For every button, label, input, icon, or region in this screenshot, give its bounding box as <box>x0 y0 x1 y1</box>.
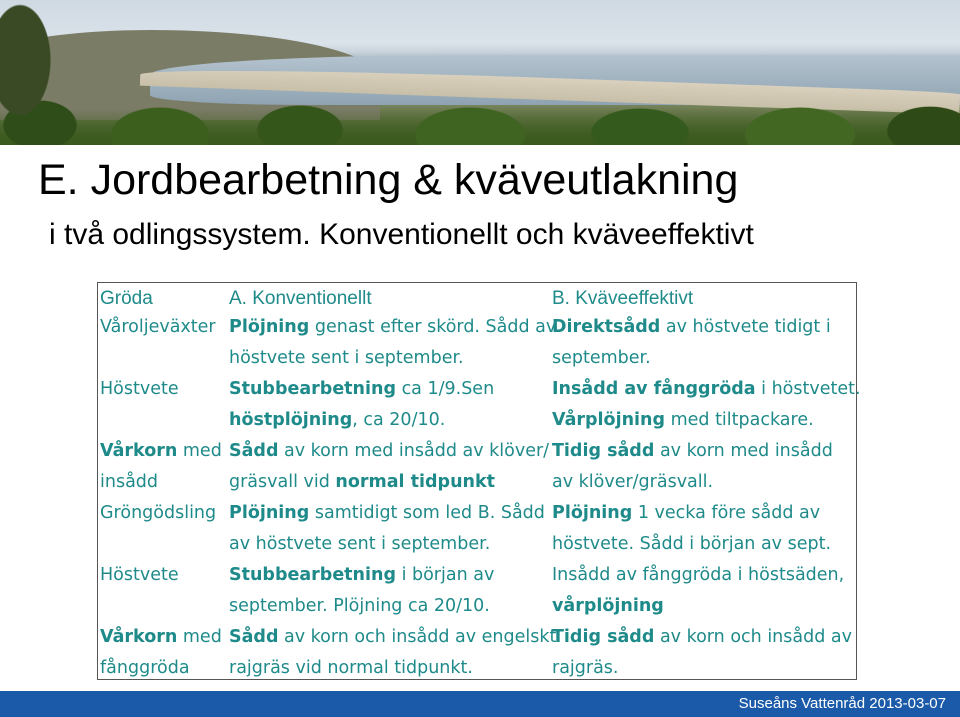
conventional-cell-text: av höstvete sent i september. <box>229 534 491 554</box>
crop-label: Vårkorn med <box>100 627 222 647</box>
conventional-cell-text: höstvete sent i september. <box>229 348 464 368</box>
conventional-cell-text: gräsvall vid normal tidpunkt <box>229 472 495 492</box>
conventional-cell-text: Stubbearbetning ca 1/9.Sen <box>229 379 495 399</box>
efficient-cell-text: av klöver/gräsvall. <box>552 472 714 492</box>
conventional-cell-text: Plöjning samtidigt som led B. Sådd <box>229 503 545 523</box>
efficient-cell-text: höstvete. Sådd i början av sept. <box>552 534 832 554</box>
conventional-cell-text: höstplöjning, ca 20/10. <box>229 410 446 430</box>
crop-label: Höstvete <box>100 565 179 585</box>
conventional-cell-text: Plöjning genast efter skörd. Sådd av <box>229 317 557 337</box>
footer-bar <box>0 691 960 717</box>
comparison-table <box>97 282 861 680</box>
conventional-cell-text: Sådd av korn med insådd av klöver/ <box>229 441 550 461</box>
header-conventional: A. Konventionellt <box>229 288 372 309</box>
trees-shape <box>0 85 960 145</box>
efficient-cell-text: vårplöjning <box>552 596 664 616</box>
efficient-cell-text: Insådd av fånggröda i höstsäden, <box>552 565 845 585</box>
header-crop: Gröda <box>100 288 153 309</box>
efficient-cell-text: Insådd av fånggröda i höstvetet. <box>552 379 861 399</box>
conventional-cell-text: Sådd av korn och insådd av engelskt <box>229 627 557 647</box>
efficient-cell-text: Tidig sådd av korn med insådd <box>552 441 833 461</box>
efficient-cell-text: Vårplöjning med tiltpackare. <box>552 410 814 430</box>
crop-label: Våroljeväxter <box>100 317 216 337</box>
tree-shape <box>0 0 70 145</box>
efficient-cell-text: rajgräs. <box>552 658 619 678</box>
slide-subtitle: i två odlingssystem. Konventionellt och kväveeffektivt <box>49 218 754 251</box>
header-efficient: B. Kväveeffektivt <box>552 288 694 309</box>
conventional-cell-text: Stubbearbetning i början av <box>229 565 495 585</box>
crop-label: insådd <box>100 472 159 492</box>
crop-label: fånggröda <box>100 658 190 678</box>
conventional-cell-text: september. Plöjning ca 20/10. <box>229 596 490 616</box>
crop-label: Höstvete <box>100 379 179 399</box>
efficient-cell-text: september. <box>552 348 651 368</box>
crop-label: Vårkorn med <box>100 441 222 461</box>
crop-label: Gröngödsling <box>100 503 217 523</box>
header-landscape-photo <box>0 0 960 145</box>
efficient-cell-text: Plöjning 1 vecka före sådd av <box>552 503 821 523</box>
slide-title: E. Jordbearbetning & kväveutlakning <box>38 156 739 204</box>
footer-text: Suseåns Vattenråd 2013-03-07 <box>738 695 946 712</box>
efficient-cell-text: Tidig sådd av korn och insådd av <box>552 627 852 647</box>
conventional-cell-text: rajgräs vid normal tidpunkt. <box>229 658 473 678</box>
efficient-cell-text: Direktsådd av höstvete tidigt i <box>552 317 831 337</box>
